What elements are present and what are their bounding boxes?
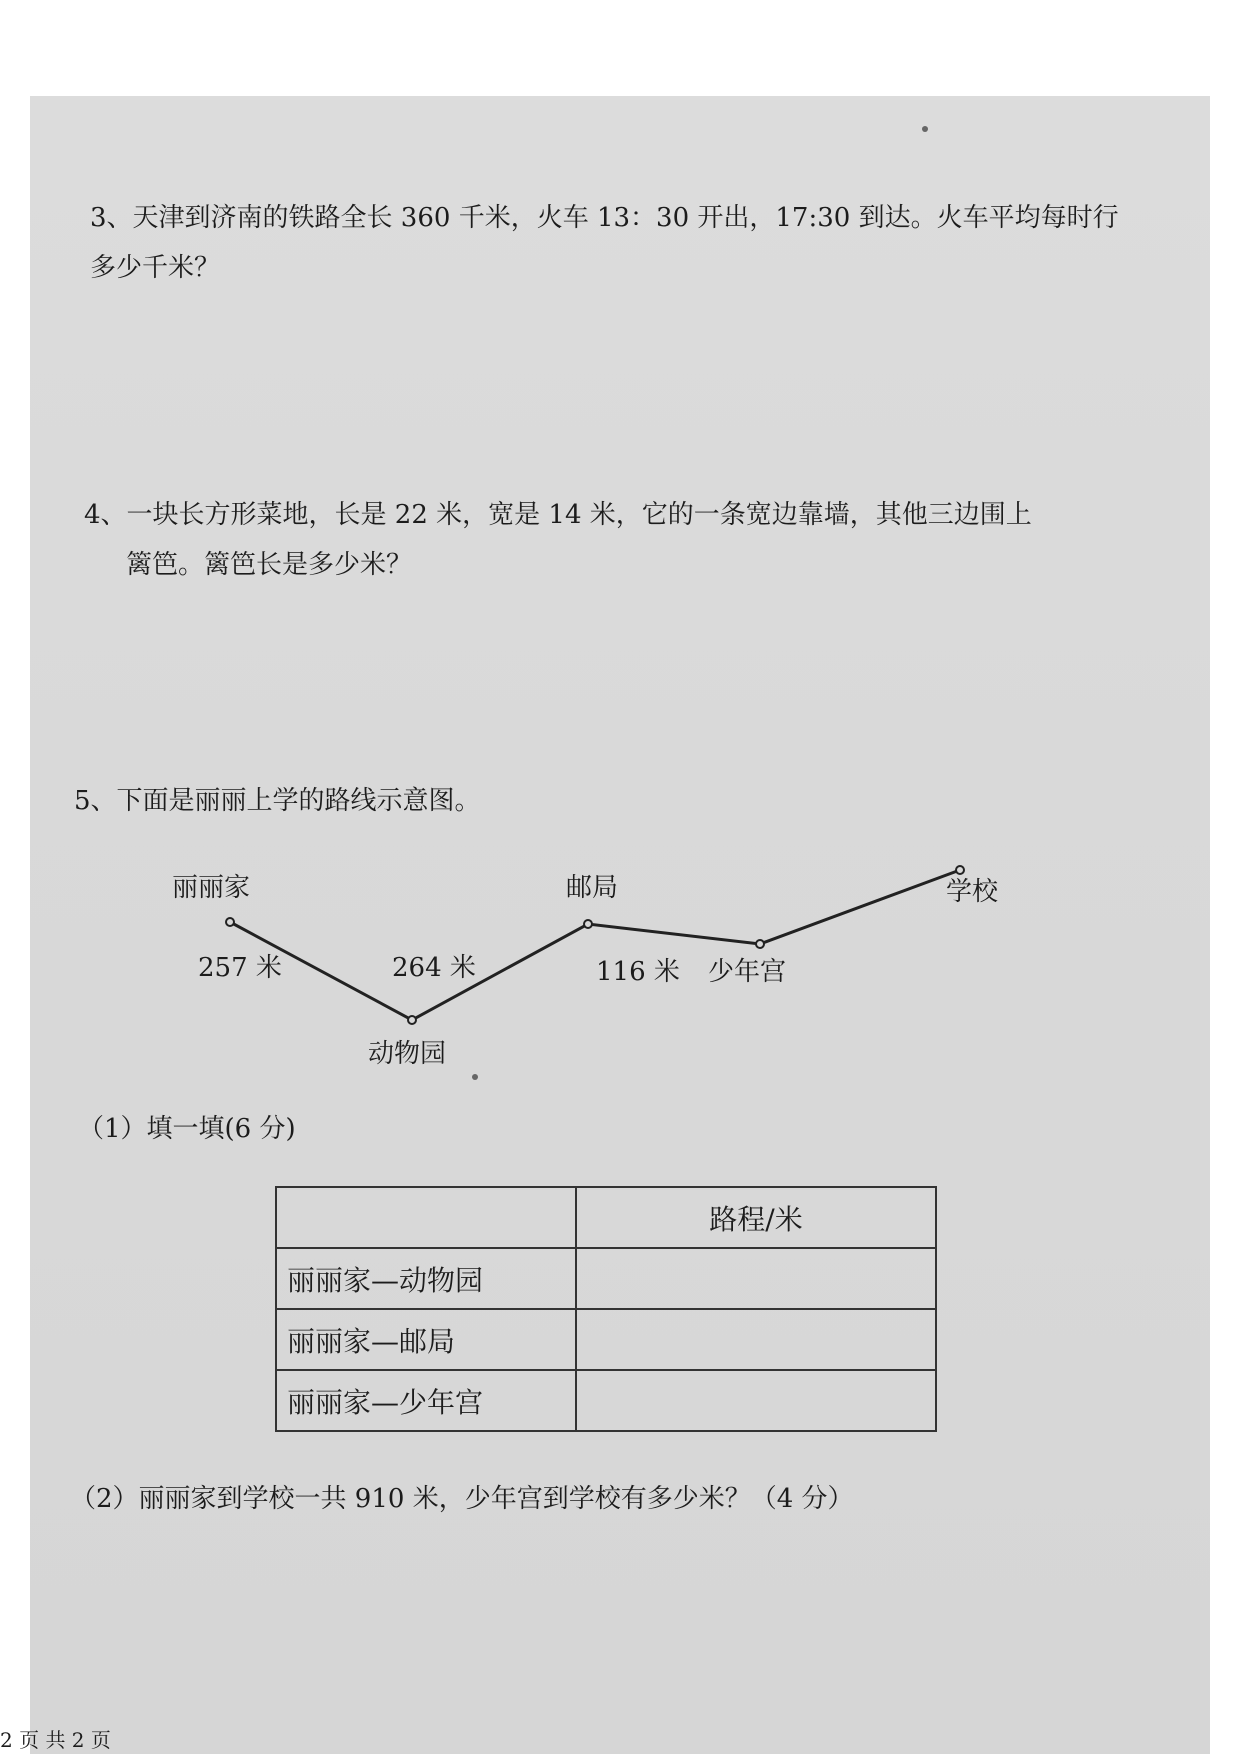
distance-label-zoo-post: 264 米 [392, 953, 476, 983]
place-label-youth-palace: 少年宫 [708, 957, 787, 987]
table-cell-distance[interactable] [576, 1370, 936, 1431]
table-row [276, 1309, 936, 1370]
table-row [276, 1248, 936, 1309]
place-label-post-office: 邮局 [566, 873, 619, 903]
place-label-zoo: 动物园 [368, 1039, 447, 1069]
table-cell-distance[interactable] [576, 1248, 936, 1309]
table-cell-route: 丽丽家—少年宫 [276, 1370, 576, 1431]
question-3: 3、天津到济南的铁路全长 360 千米，火车 13：30 开出，17:30 到达。火车平均每时行多少千米？ [90, 203, 1119, 283]
question-4-line1: 4、一块长方形菜地，长是 22 米，宽是 14 米，它的一条宽边靠墙，其他三边围上 [84, 500, 1032, 530]
table-header-row [276, 1187, 936, 1248]
table-header-blank [276, 1187, 576, 1248]
place-label-home: 丽丽家 [172, 873, 251, 903]
table-cell-route: 丽丽家—动物园 [276, 1248, 576, 1309]
table-cell-route: 丽丽家—邮局 [276, 1309, 576, 1370]
question-5-part1: （1）填一填(6 分) [78, 1114, 296, 1144]
table-cell-distance[interactable] [576, 1309, 936, 1370]
distance-label-post-youth: 116 米 [596, 957, 680, 987]
question-4-line2: 篱笆。篱笆长是多少米？ [126, 550, 413, 580]
speck [922, 126, 928, 132]
distance-label-home-zoo: 257 米 [198, 953, 282, 983]
distance-table [275, 1186, 937, 1432]
question-5: 5、下面是丽丽上学的路线示意图。 [74, 786, 481, 816]
speck [472, 1074, 478, 1080]
question-4 [84, 490, 1134, 590]
table-header-distance: 路程/米 [576, 1187, 936, 1248]
question-5-part2: （2）丽丽家到学校一共 910 米，少年宫到学校有多少米？（4 分） [70, 1484, 854, 1514]
place-label-school: 学校 [946, 877, 999, 907]
table-row [276, 1370, 936, 1431]
page-footer: 2 页 共 2 页 [0, 1728, 111, 1752]
